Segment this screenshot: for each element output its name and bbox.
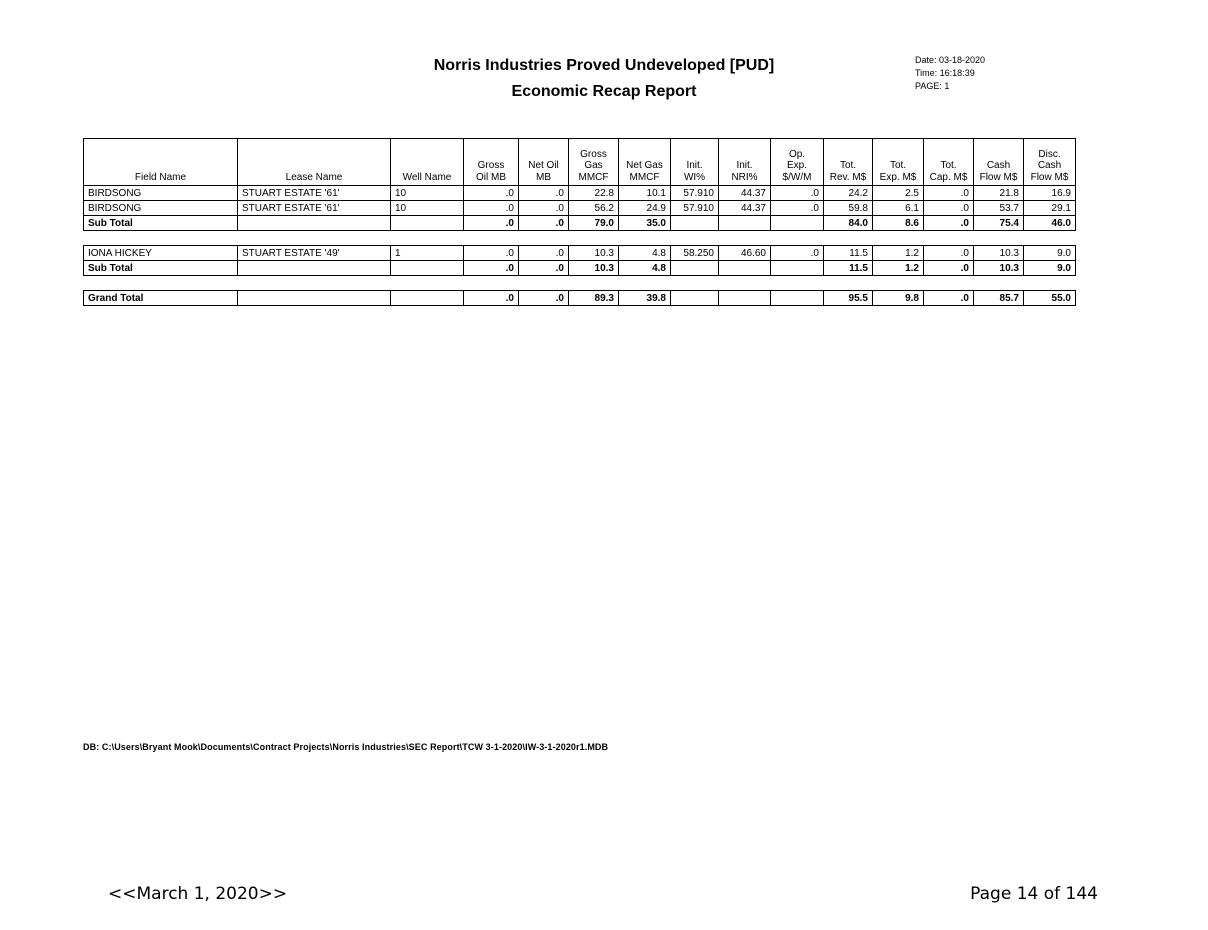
table-cell-tot-cap-ms: .0 — [924, 291, 974, 306]
column-header-well-name: Well Name — [391, 139, 464, 186]
table-cell-tot-exp-ms: 1.2 — [873, 246, 924, 261]
footer-page-count: Page 14 of 144 — [970, 884, 1098, 904]
table-cell-op-exp-per-well-month: .0 — [771, 246, 824, 261]
table-cell-tot-exp-ms: 1.2 — [873, 261, 924, 276]
column-header-net-gas-mmcf: Net Gas MMCF — [619, 139, 671, 186]
report-page-number: PAGE: 1 — [915, 81, 950, 91]
subtotal-row — [84, 261, 1076, 276]
table-cell-disc-cash-flow-ms: 29.1 — [1024, 201, 1076, 216]
table-cell-net-gas-mmcf: 24.9 — [619, 201, 671, 216]
table-cell-init-nri-pct — [719, 216, 771, 231]
table-cell-tot-exp-ms: 9.8 — [873, 291, 924, 306]
table-cell-tot-exp-ms: 8.6 — [873, 216, 924, 231]
table-block-group-2 — [83, 245, 1076, 276]
table-cell-op-exp-per-well-month — [771, 216, 824, 231]
column-header-gross-gas-mmcf: Gross Gas MMCF — [569, 139, 619, 186]
table-cell-field-name: Grand Total — [84, 291, 238, 306]
subtotal-row — [84, 216, 1076, 231]
table-cell-init-nri-pct — [719, 261, 771, 276]
table-cell-gross-oil-mb: .0 — [464, 261, 519, 276]
table-cell-tot-cap-ms: .0 — [924, 246, 974, 261]
table-cell-gross-gas-mmcf: 56.2 — [569, 201, 619, 216]
column-header-tot-rev-ms: Tot. Rev. M$ — [824, 139, 873, 186]
table-cell-gross-gas-mmcf: 22.8 — [569, 186, 619, 201]
data-row — [84, 201, 1076, 216]
column-header-lease-name: Lease Name — [238, 139, 391, 186]
table-cell-init-wi-pct — [671, 216, 719, 231]
table-cell-lease-name — [238, 216, 391, 231]
table-cell-gross-oil-mb: .0 — [464, 291, 519, 306]
table-cell-init-wi-pct: 58.250 — [671, 246, 719, 261]
table-cell-net-oil-mb: .0 — [519, 201, 569, 216]
table-cell-well-name — [391, 291, 464, 306]
report-date: Date: 03-18-2020 — [915, 55, 986, 65]
table-cell-tot-rev-ms: 11.5 — [824, 246, 873, 261]
table-cell-field-name: Sub Total — [84, 261, 238, 276]
table-cell-field-name: BIRDSONG — [84, 201, 238, 216]
table-cell-gross-oil-mb: .0 — [464, 186, 519, 201]
table-cell-cash-flow-ms: 53.7 — [974, 201, 1024, 216]
table-cell-init-wi-pct — [671, 291, 719, 306]
table-cell-net-oil-mb: .0 — [519, 246, 569, 261]
table-cell-cash-flow-ms: 85.7 — [974, 291, 1024, 306]
economic-recap-table — [83, 138, 1075, 306]
report-title-block — [0, 56, 1208, 101]
table-cell-op-exp-per-well-month: .0 — [771, 186, 824, 201]
column-header-op-exp-per-well-month: Op. Exp. $/W/M — [771, 139, 824, 186]
column-header-init-nri-pct: Init. NRI% — [719, 139, 771, 186]
table-cell-field-name: IONA HICKEY — [84, 246, 238, 261]
table-cell-init-nri-pct: 46.60 — [719, 246, 771, 261]
table-cell-net-gas-mmcf: 4.8 — [619, 261, 671, 276]
table-cell-field-name: Sub Total — [84, 216, 238, 231]
grand-total-row — [84, 291, 1076, 306]
footer-report-date: <<March 1, 2020>> — [108, 884, 288, 904]
table-cell-well-name — [391, 216, 464, 231]
table-cell-disc-cash-flow-ms: 46.0 — [1024, 216, 1076, 231]
table-cell-well-name: 10 — [391, 201, 464, 216]
table-cell-op-exp-per-well-month: .0 — [771, 201, 824, 216]
column-header-tot-cap-ms: Tot. Cap. M$ — [924, 139, 974, 186]
table-cell-gross-gas-mmcf: 10.3 — [569, 261, 619, 276]
table-cell-net-gas-mmcf: 35.0 — [619, 216, 671, 231]
table-cell-tot-rev-ms: 11.5 — [824, 261, 873, 276]
table-cell-net-oil-mb: .0 — [519, 216, 569, 231]
table-cell-well-name — [391, 261, 464, 276]
column-header-init-wi-pct: Init. WI% — [671, 139, 719, 186]
column-header-net-oil-mb: Net Oil MB — [519, 139, 569, 186]
table-cell-gross-gas-mmcf: 10.3 — [569, 246, 619, 261]
table-cell-cash-flow-ms: 21.8 — [974, 186, 1024, 201]
table-cell-init-nri-pct: 44.37 — [719, 186, 771, 201]
table-cell-lease-name: STUART ESTATE '61' — [238, 201, 391, 216]
report-meta-block — [915, 54, 985, 93]
table-cell-disc-cash-flow-ms: 9.0 — [1024, 246, 1076, 261]
table-cell-op-exp-per-well-month — [771, 261, 824, 276]
table-cell-tot-cap-ms: .0 — [924, 216, 974, 231]
table-cell-init-wi-pct: 57.910 — [671, 186, 719, 201]
table-cell-gross-oil-mb: .0 — [464, 216, 519, 231]
table-cell-tot-rev-ms: 59.8 — [824, 201, 873, 216]
table-cell-cash-flow-ms: 10.3 — [974, 246, 1024, 261]
column-header-cash-flow-ms: Cash Flow M$ — [974, 139, 1024, 186]
table-cell-lease-name: STUART ESTATE '49' — [238, 246, 391, 261]
table-cell-op-exp-per-well-month — [771, 291, 824, 306]
report-subtitle: Economic Recap Report — [511, 83, 697, 100]
table-cell-cash-flow-ms: 10.3 — [974, 261, 1024, 276]
table-cell-lease-name — [238, 291, 391, 306]
report-title: Norris Industries Proved Undeveloped [PUD] — [433, 57, 775, 74]
table-block-grand-total — [83, 290, 1076, 306]
table-cell-init-nri-pct: 44.37 — [719, 201, 771, 216]
table-cell-field-name: BIRDSONG — [84, 186, 238, 201]
table-cell-tot-rev-ms: 84.0 — [824, 216, 873, 231]
table-cell-tot-cap-ms: .0 — [924, 186, 974, 201]
table-cell-gross-gas-mmcf: 79.0 — [569, 216, 619, 231]
table-cell-net-gas-mmcf: 10.1 — [619, 186, 671, 201]
table-cell-well-name: 1 — [391, 246, 464, 261]
table-cell-tot-rev-ms: 95.5 — [824, 291, 873, 306]
table-cell-disc-cash-flow-ms: 55.0 — [1024, 291, 1076, 306]
table-cell-lease-name: STUART ESTATE '61' — [238, 186, 391, 201]
table-block-group-1 — [83, 138, 1076, 231]
table-cell-net-oil-mb: .0 — [519, 186, 569, 201]
table-cell-net-oil-mb: .0 — [519, 291, 569, 306]
table-cell-init-nri-pct — [719, 291, 771, 306]
report-footer — [108, 884, 1098, 904]
table-cell-tot-rev-ms: 24.2 — [824, 186, 873, 201]
table-cell-net-gas-mmcf: 4.8 — [619, 246, 671, 261]
table-cell-gross-oil-mb: .0 — [464, 246, 519, 261]
table-cell-init-wi-pct — [671, 261, 719, 276]
table-cell-net-oil-mb: .0 — [519, 261, 569, 276]
data-row — [84, 246, 1076, 261]
table-cell-lease-name — [238, 261, 391, 276]
table-cell-tot-exp-ms: 6.1 — [873, 201, 924, 216]
table-cell-well-name: 10 — [391, 186, 464, 201]
report-time: Time: 16:18:39 — [915, 68, 975, 78]
table-cell-disc-cash-flow-ms: 9.0 — [1024, 261, 1076, 276]
column-header-disc-cash-flow-ms: Disc. Cash Flow M$ — [1024, 139, 1076, 186]
column-header-gross-oil-mb: Gross Oil MB — [464, 139, 519, 186]
table-cell-tot-cap-ms: .0 — [924, 261, 974, 276]
column-header-field-name: Field Name — [84, 139, 238, 186]
column-header-tot-exp-ms: Tot. Exp. M$ — [873, 139, 924, 186]
table-cell-gross-oil-mb: .0 — [464, 201, 519, 216]
table-cell-cash-flow-ms: 75.4 — [974, 216, 1024, 231]
data-row — [84, 186, 1076, 201]
table-cell-disc-cash-flow-ms: 16.9 — [1024, 186, 1076, 201]
table-cell-gross-gas-mmcf: 89.3 — [569, 291, 619, 306]
table-cell-net-gas-mmcf: 39.8 — [619, 291, 671, 306]
header-row — [84, 139, 1076, 186]
db-path-label: DB: C:\Users\Bryant Mook\Documents\Contract Projects\Norris Industries\SEC Report\TCW 3-1-2020\IW-3-1-2020r1.MDB — [83, 742, 609, 752]
table-cell-tot-exp-ms: 2.5 — [873, 186, 924, 201]
table-cell-init-wi-pct: 57.910 — [671, 201, 719, 216]
table-cell-tot-cap-ms: .0 — [924, 201, 974, 216]
